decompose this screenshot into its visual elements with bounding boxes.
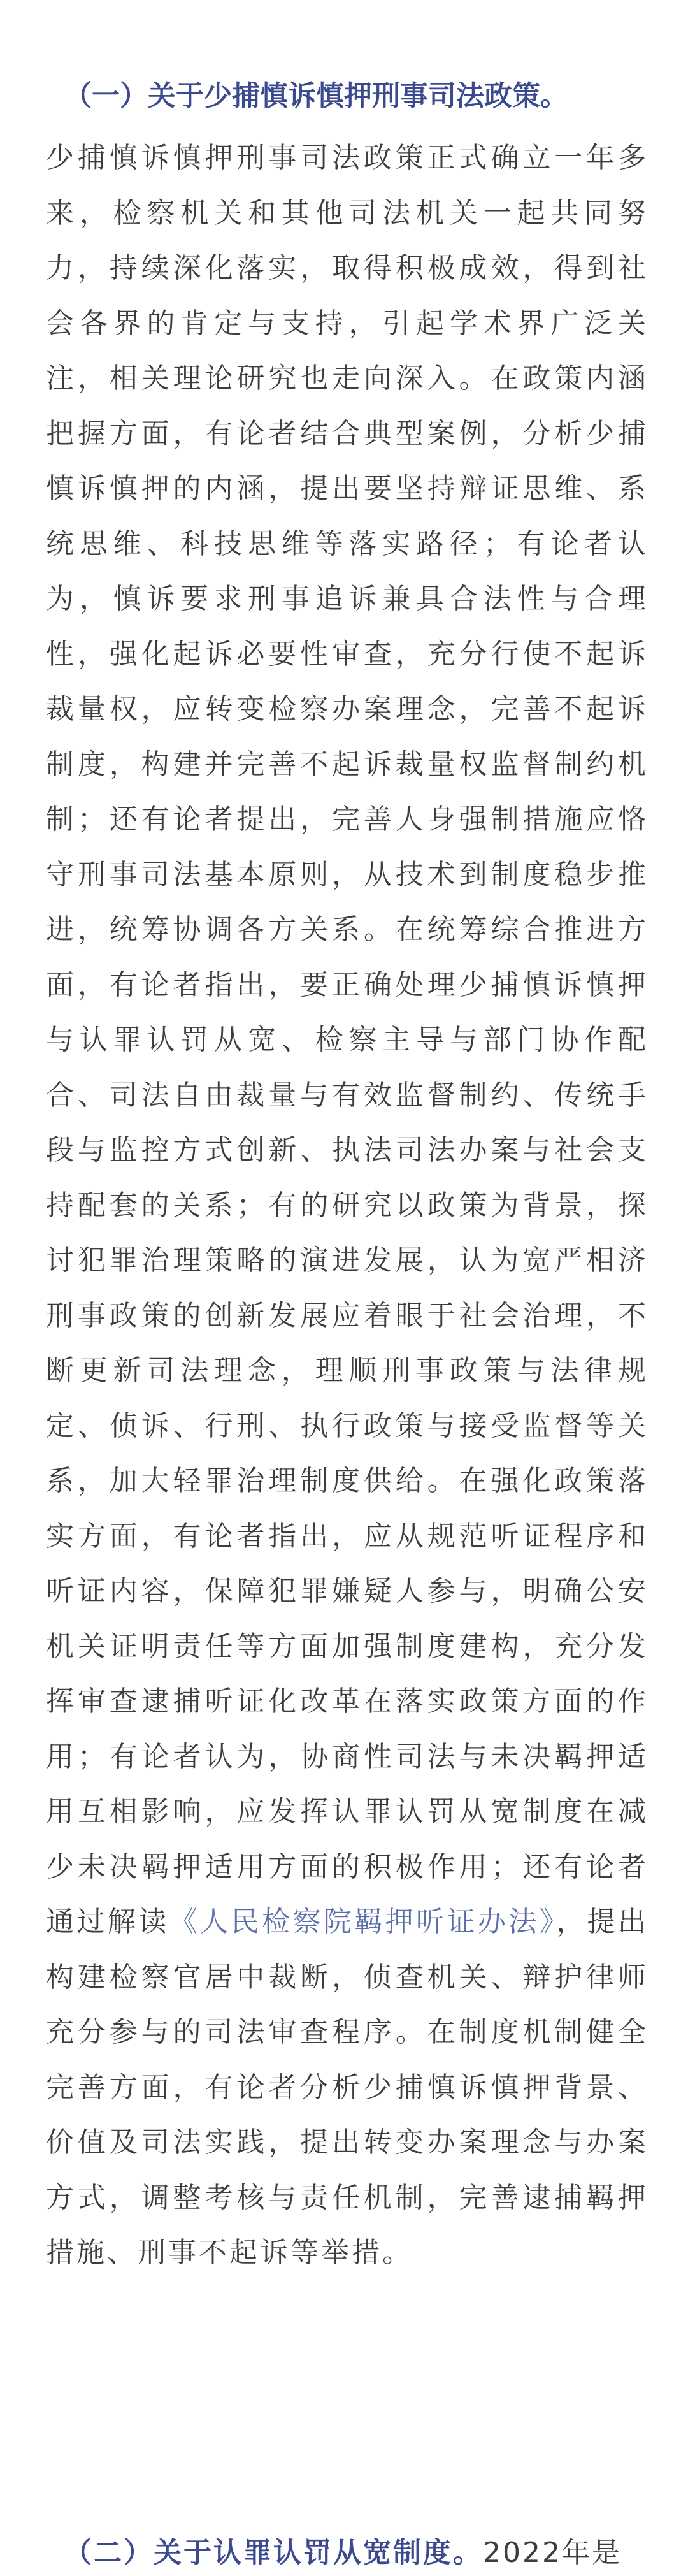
section1-heading: （一）关于少捕慎诉慎押刑事司法政策。 — [64, 80, 568, 112]
section1-text-before-link: 少捕慎诉慎押刑事司法政策正式确立一年多来，检察机关和其他司法机关一起共同努力，持续深化落实，取得积极成效，得到社会各界的肯定与支持，引起学术界广泛关注，相关理论研究也走向深入。在政策内涵把握方面，有论者结合典型案例，分析少捕慎诉慎押的内涵，提出要坚持辩证思维、系统思维、科技思维等落实路径；有论者认为，慎诉要求刑事追诉兼具合法性与合理性，强化起诉必要性审查，充分行使不起诉裁量权，应转变检察办案理念，完善不起诉制度，构建并完善不起诉裁量权监督制约机制；还有论者提出，完善人身强制措施应恪守刑事司法基本原则，从技术到制度稳步推进，统筹协调各方关系。在统筹综合推进方面，有论者指出，要正确处理少捕慎诉慎押与认罪认罚从宽、检察主导与部门协作配合、司法自由裁量与有效监督制约、传统手段与监控方式创新、执法司法办案与社会支持配套的关系；有的研究以政策为背景，探讨犯罪治理策略的演进发展，认为宽严相济刑事政策的创新发展应着眼于社会治理，不断更新司法理念，理顺刑事政策与法律规定、侦诉、行刑、执行政策与接受监督等关系，加大轻罪治理制度供给。在强化政策落实方面，有论者指出，应从规范听证程序和听证内容，保障犯罪嫌疑人参与，明确公安机关证明责任等方面加强制度建构，充分发挥审查逮捕听证化改革在落实政策方面的作用；有论者认为，协商性司法与未决羁押适用互相影响，应发挥认罪认罚从宽制度在减少未决羁押适用方面的积极作用；还有论者通过解读 — [46, 141, 649, 1938]
section2-heading: （二）关于认罪认罚从宽制度。 — [64, 2536, 483, 2569]
section1-paragraph — [46, 131, 649, 2281]
section2-line — [64, 2530, 675, 2576]
section2-text-start: 2022年是 — [483, 2536, 622, 2569]
section1-text-after-link: ，提出构建检察官居中裁断，侦查机关、辩护律师充分参与的司法审查程序。在制度机制健全完善方面，有论者分析少捕慎诉慎押背景、价值及司法实践，提出转变办案理念与办案方式，调整考核与责任机制，完善逮捕羁押措施、刑事不起诉等举措。 — [46, 1906, 649, 2269]
regulation-link[interactable]: 《人民检察院羁押听证办法》 — [169, 1906, 557, 1938]
